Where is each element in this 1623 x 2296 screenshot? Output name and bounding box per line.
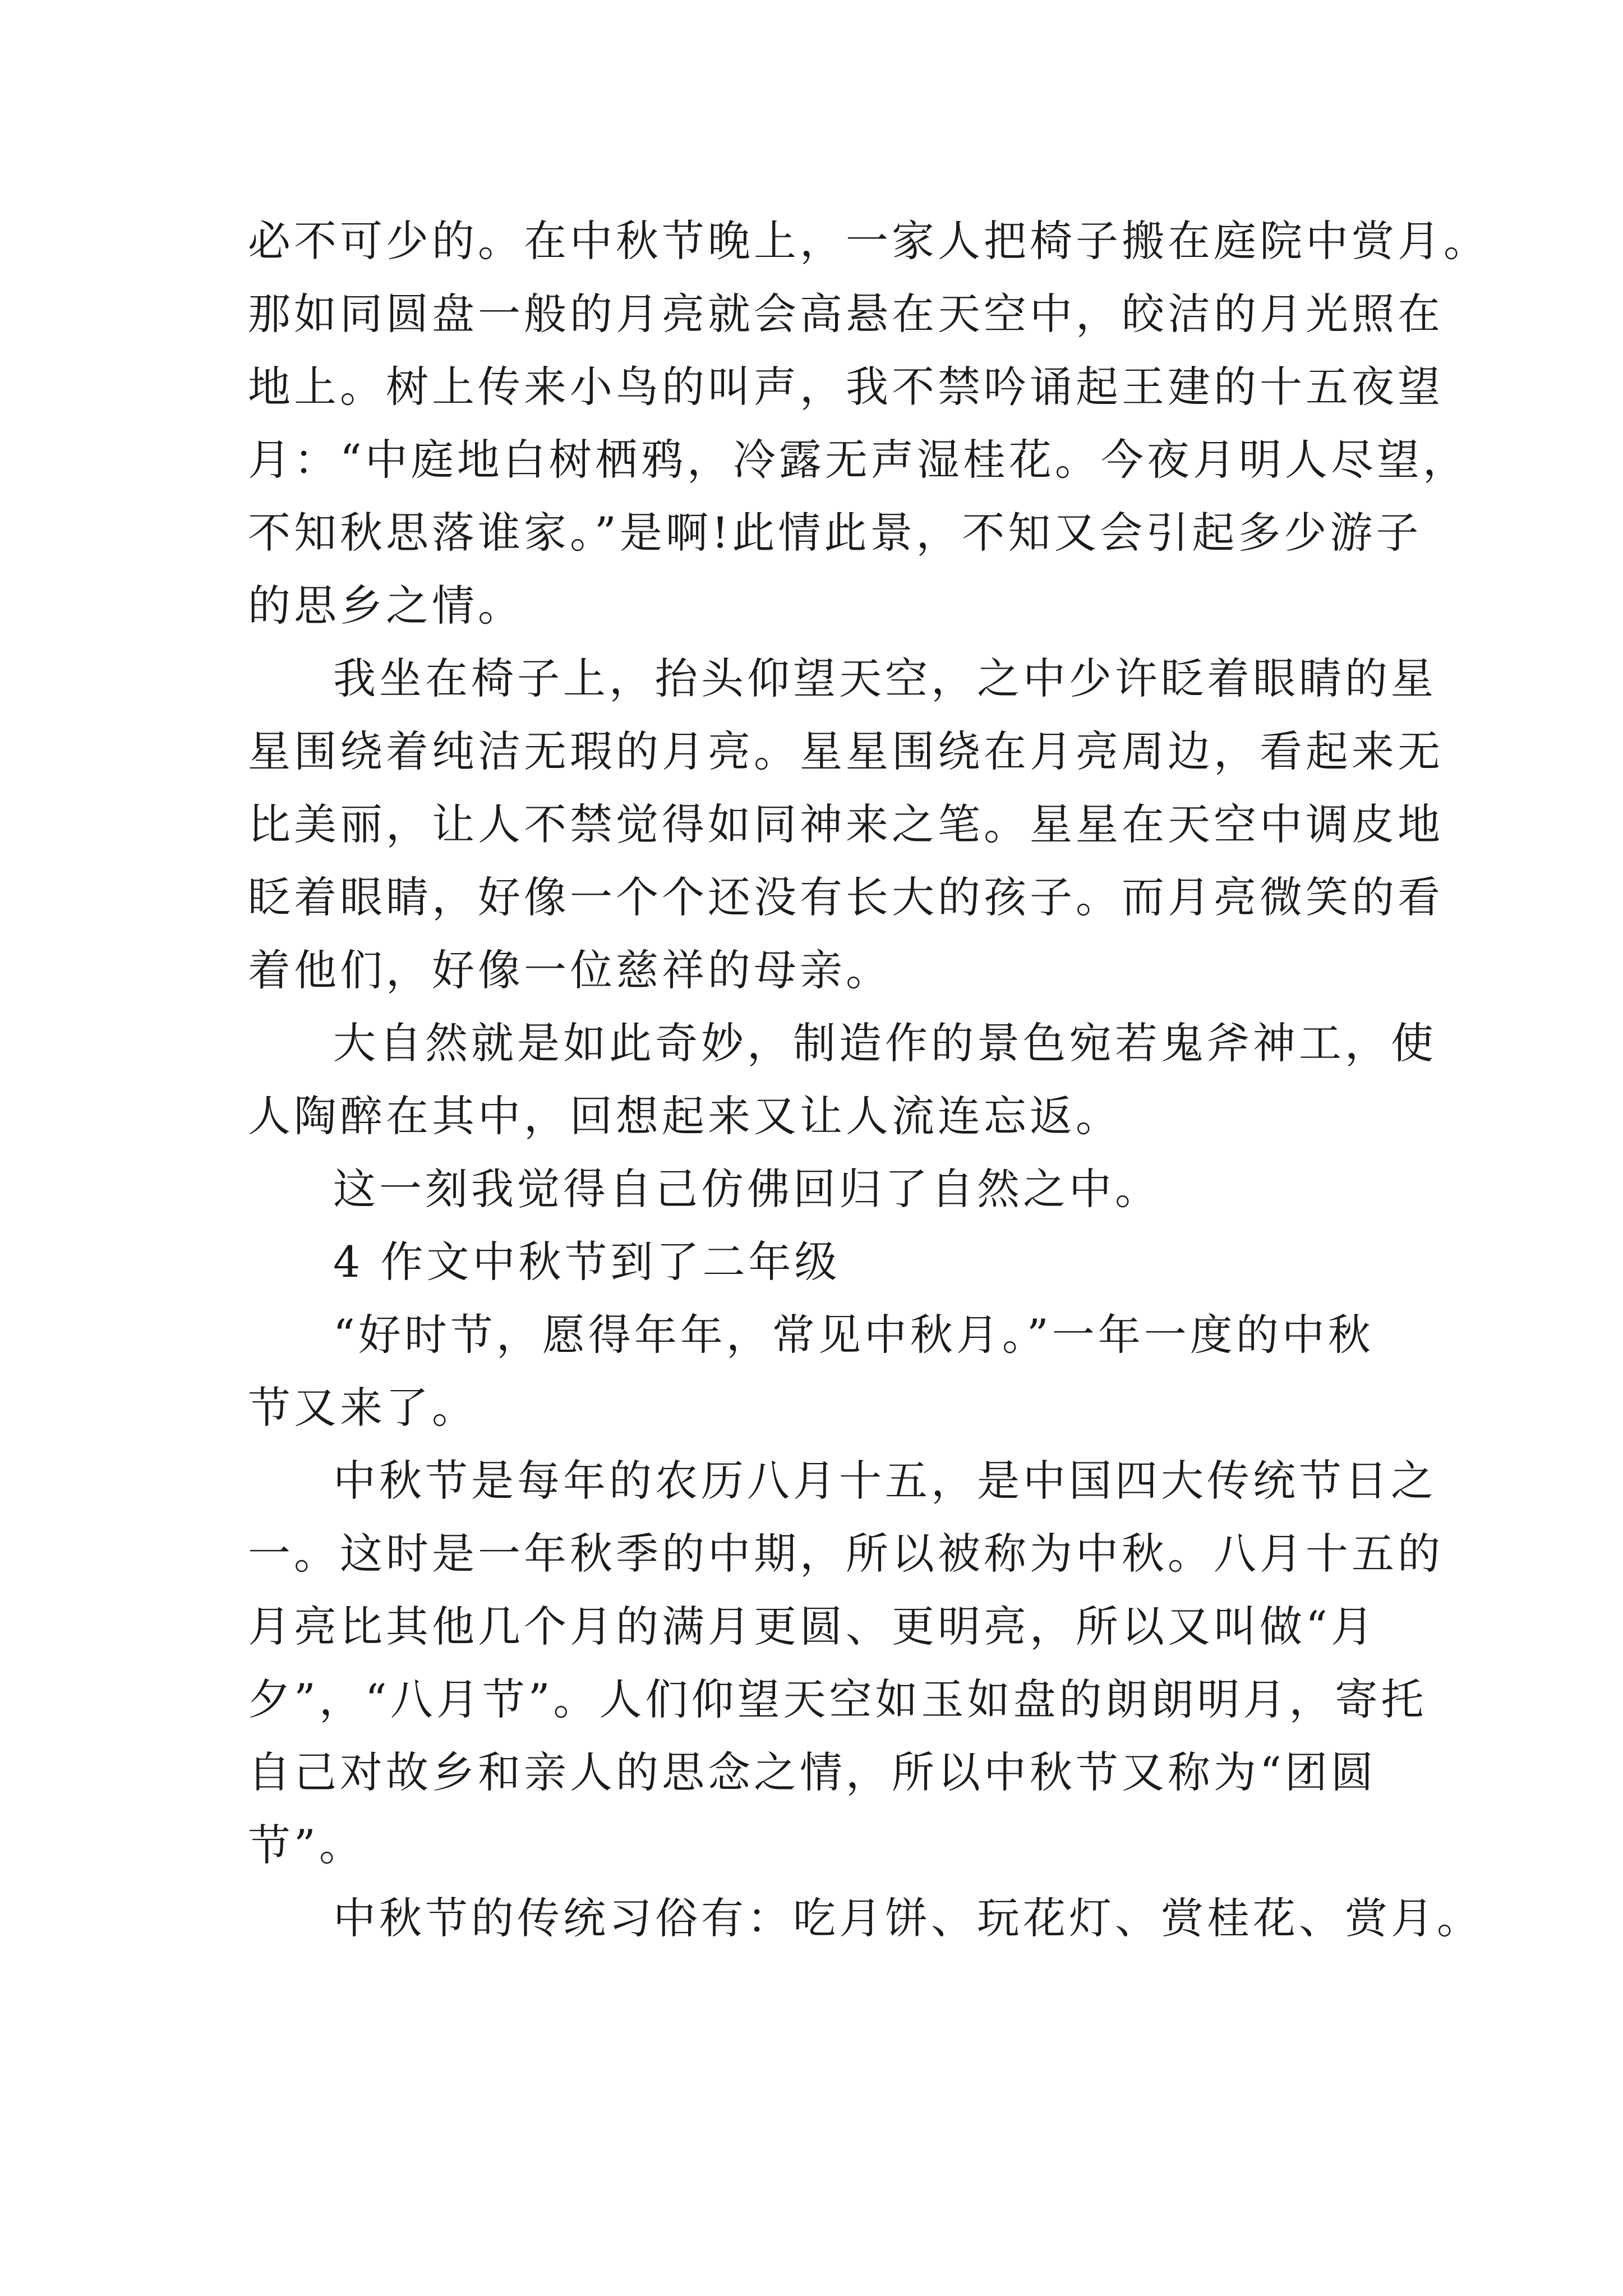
text-line: 月：“中庭地白树栖鸦，冷露无声湿桂花。今夜月明人尽望， (248, 435, 1469, 485)
paragraph-start-line: 大自然就是如此奇妙，制造作的景色宛若鬼斧神工，使 (333, 1018, 1437, 1068)
text-line: 着他们，好像一位慈祥的母亲。 (248, 945, 892, 995)
text-line: 节又来了。 (248, 1383, 478, 1433)
text-line: 必不可少的。在中秋节晚上，一家人把椅子搬在庭院中赏月。 (248, 216, 1490, 266)
text-line: 自己对故乡和亲人的思念之情，所以中秋节又称为“团圆 (248, 1747, 1377, 1797)
text-line: 星围绕着纯洁无瑕的月亮。星星围绕在月亮周边，看起来无 (248, 726, 1444, 776)
body-text (248, 205, 1490, 1955)
paragraph-start-line: 中秋节的传统习俗有：吃月饼、玩花灯、赏桂花、赏月。 (333, 1893, 1483, 1943)
text-line: 一。这时是一年秋季的中期，所以被称为中秋。八月十五的 (248, 1529, 1444, 1579)
paragraph-start-line: 我坐在椅子上，抬头仰望天空，之中少许眨着眼睛的星 (333, 654, 1437, 703)
text-line: 夕”，“八月节”。人们仰望天空如玉如盘的朗朗明月，寄托 (248, 1674, 1427, 1724)
text-line: 人陶醉在其中，回想起来又让人流连忘返。 (248, 1091, 1122, 1141)
text-line: 不知秋思落谁家。”是啊!此情此景，不知又会引起多少游子 (248, 508, 1422, 558)
text-line: 月亮比其他几个月的满月更圆、更明亮，所以又叫做“月 (248, 1602, 1377, 1651)
text-line: 眨着眼睛，好像一个个还没有长大的孩子。而月亮微笑的看 (248, 872, 1444, 922)
text-line: 节”。 (248, 1820, 365, 1870)
section-heading: 4 作文中秋节到了二年级 (333, 1237, 841, 1287)
paragraph-start-line: 中秋节是每年的农历八月十五，是中国四大传统节日之 (333, 1456, 1437, 1506)
text-line: 的思乡之情。 (248, 581, 524, 631)
text-line: 那如同圆盘一般的月亮就会高悬在天空中，皎洁的月光照在 (248, 289, 1444, 339)
text-line: 地上。树上传来小鸟的叫声，我不禁吟诵起王建的十五夜望 (248, 362, 1444, 412)
paragraph-start-line: 这一刻我觉得自己仿佛回归了自然之中。 (333, 1164, 1161, 1214)
text-line: 比美丽，让人不禁觉得如同神来之笔。星星在天空中调皮地 (248, 799, 1444, 849)
paragraph-start-line: “好时节，愿得年年，常见中秋月。”一年一度的中秋 (333, 1310, 1374, 1360)
